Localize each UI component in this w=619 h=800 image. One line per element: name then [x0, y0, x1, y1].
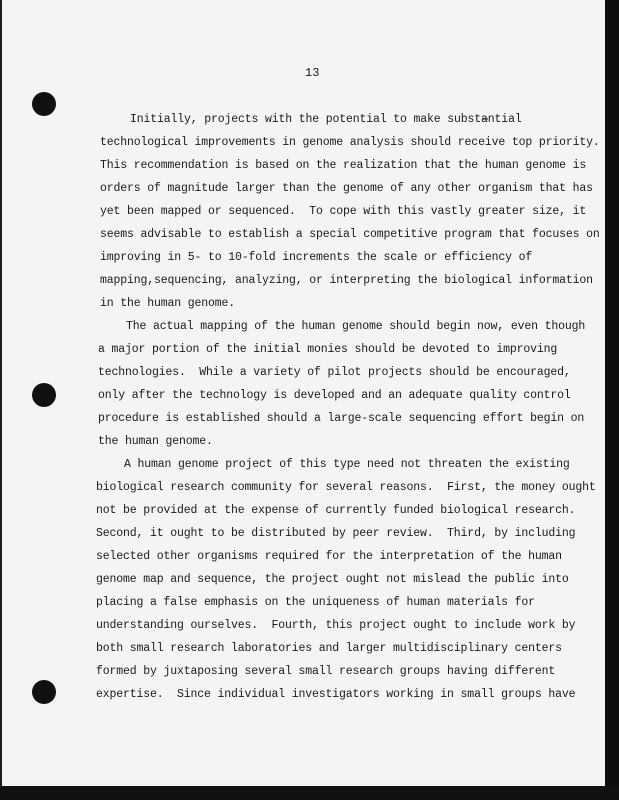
text-line: the human genome. [98, 435, 213, 448]
text-line: A human genome project of this type need not threaten the existing [124, 458, 570, 471]
text-line: placing a false emphasis on the uniqueness of human materials for [96, 596, 535, 609]
text-line: mapping,sequencing, analyzing, or interpreting the biological information [100, 274, 593, 287]
text-line: procedure is established should a large-scale sequencing effort begin on [98, 412, 585, 425]
paper-sheet [2, 0, 605, 786]
text-line: technological improvements in genome analysis should receive top priority. [100, 136, 600, 149]
page-number: 13 [305, 66, 320, 80]
text-line: expertise. Since individual investigators working in small groups have [96, 688, 576, 701]
text-line: biological research community for several reasons. First, the money ought [96, 481, 596, 494]
punch-hole [32, 383, 56, 407]
text-line: formed by juxtaposing several small research groups having different [96, 665, 556, 678]
punch-hole [32, 680, 56, 704]
text-line: technologies. While a variety of pilot projects should be encouraged, [98, 366, 571, 379]
text-line: orders of magnitude larger than the genome of any other organism that has [100, 182, 593, 195]
text-line: Second, it ought to be distributed by peer review. Third, by including [96, 527, 576, 540]
text-line: This recommendation is based on the realization that the human genome is [100, 159, 587, 172]
text-line: improving in 5- to 10-fold increments the scale or efficiency of [100, 251, 533, 264]
text-line: genome map and sequence, the project ought not mislead the public into [96, 573, 569, 586]
text-line: selected other organisms required for the interpretation of the human [96, 550, 562, 563]
text-line: only after the technology is developed and an adequate quality control [98, 389, 571, 402]
text-line: yet been mapped or sequenced. To cope with this vastly greater size, it [100, 205, 587, 218]
punch-hole [32, 92, 56, 116]
text-line: seems advisable to establish a special competitive program that focuses on [100, 228, 600, 241]
text-line: a major portion of the initial monies should be devoted to improving [98, 343, 558, 356]
text-line: in the human genome. [100, 297, 236, 310]
text-line: The actual mapping of the human genome should begin now, even though [126, 320, 586, 333]
text-line: not be provided at the expense of currently funded biological research. [96, 504, 576, 517]
text-line: Initially, projects with the potential to make substantial [130, 113, 522, 126]
scan-right-edge [605, 0, 619, 800]
text-line: understanding ourselves. Fourth, this project ought to include work by [96, 619, 576, 632]
text-line: both small research laboratories and larger multidisciplinary centers [96, 642, 562, 655]
scan-bottom-edge [0, 786, 619, 800]
